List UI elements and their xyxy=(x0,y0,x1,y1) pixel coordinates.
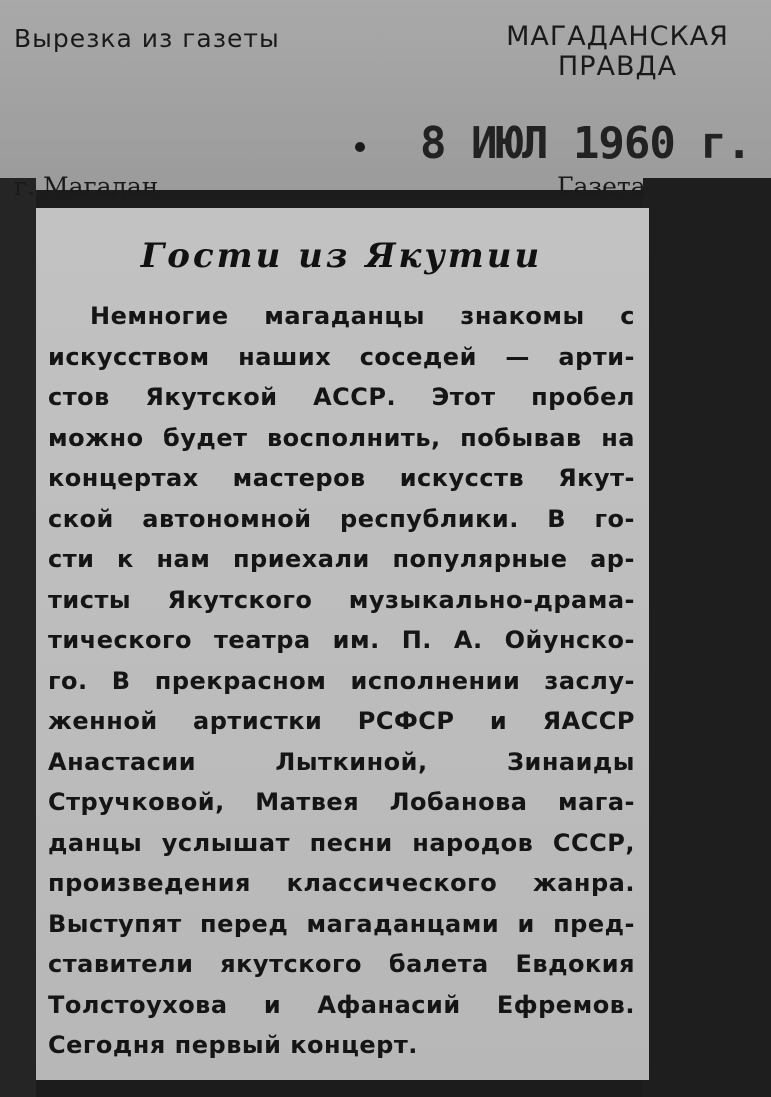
article-line: тисты Якутского музыкально-драма- xyxy=(48,585,635,614)
article-line: ской автономной республики. В го- xyxy=(48,504,635,533)
newspaper-clipping xyxy=(36,208,649,1080)
article-line: Выступят перед магаданцами и пред- xyxy=(48,909,635,938)
article-line: концертах мастеров искусств Якут- xyxy=(48,464,635,492)
gazeta-label: Газета xyxy=(557,172,646,201)
article-line: го. В прекрасном исполнении заслу- xyxy=(48,666,635,695)
article-line: Немногие магаданцы знакомы с xyxy=(90,302,635,330)
article-line: произведения классического жанра. xyxy=(48,869,635,897)
article-body xyxy=(48,296,635,1066)
city-label: г. Магадан xyxy=(14,172,159,201)
background-right xyxy=(643,178,771,1097)
article-line: сти к нам приехали популярные ар- xyxy=(48,545,635,573)
article-line: тического театра им. П. А. Ойунско- xyxy=(48,626,635,654)
background-left xyxy=(0,178,36,1097)
clipping-label: Вырезка из газеты xyxy=(14,24,280,53)
article-line: искусством наших соседей — арти- xyxy=(48,342,635,371)
article-line: можно будет восполнить, побывав на xyxy=(48,423,635,452)
article-line: данцы услышат песни народов СССР, xyxy=(48,828,635,857)
article-line: Анастасии Лыткиной, Зинаиды xyxy=(48,747,635,776)
date-stamp: 8 ИЮЛ 1960 г. xyxy=(420,118,752,169)
dot-mark xyxy=(355,142,365,152)
article-title: Гости из Якутии xyxy=(140,236,543,276)
article-line: стов Якутской АССР. Этот пробел xyxy=(48,383,635,411)
article-line: Сегодня первый концерт. xyxy=(48,1031,418,1059)
article-line: Стручковой, Матвея Лобанова мага- xyxy=(48,788,635,816)
article-line: Толстоухова и Афанасий Ефремов. xyxy=(48,990,635,1019)
article-line: ставители якутского балета Евдокия xyxy=(48,950,635,978)
newspaper-name: МАГАДАНСКАЯ ПРАВДА xyxy=(506,21,729,82)
article-line: женной артистки РСФСР и ЯАССР xyxy=(48,707,635,735)
